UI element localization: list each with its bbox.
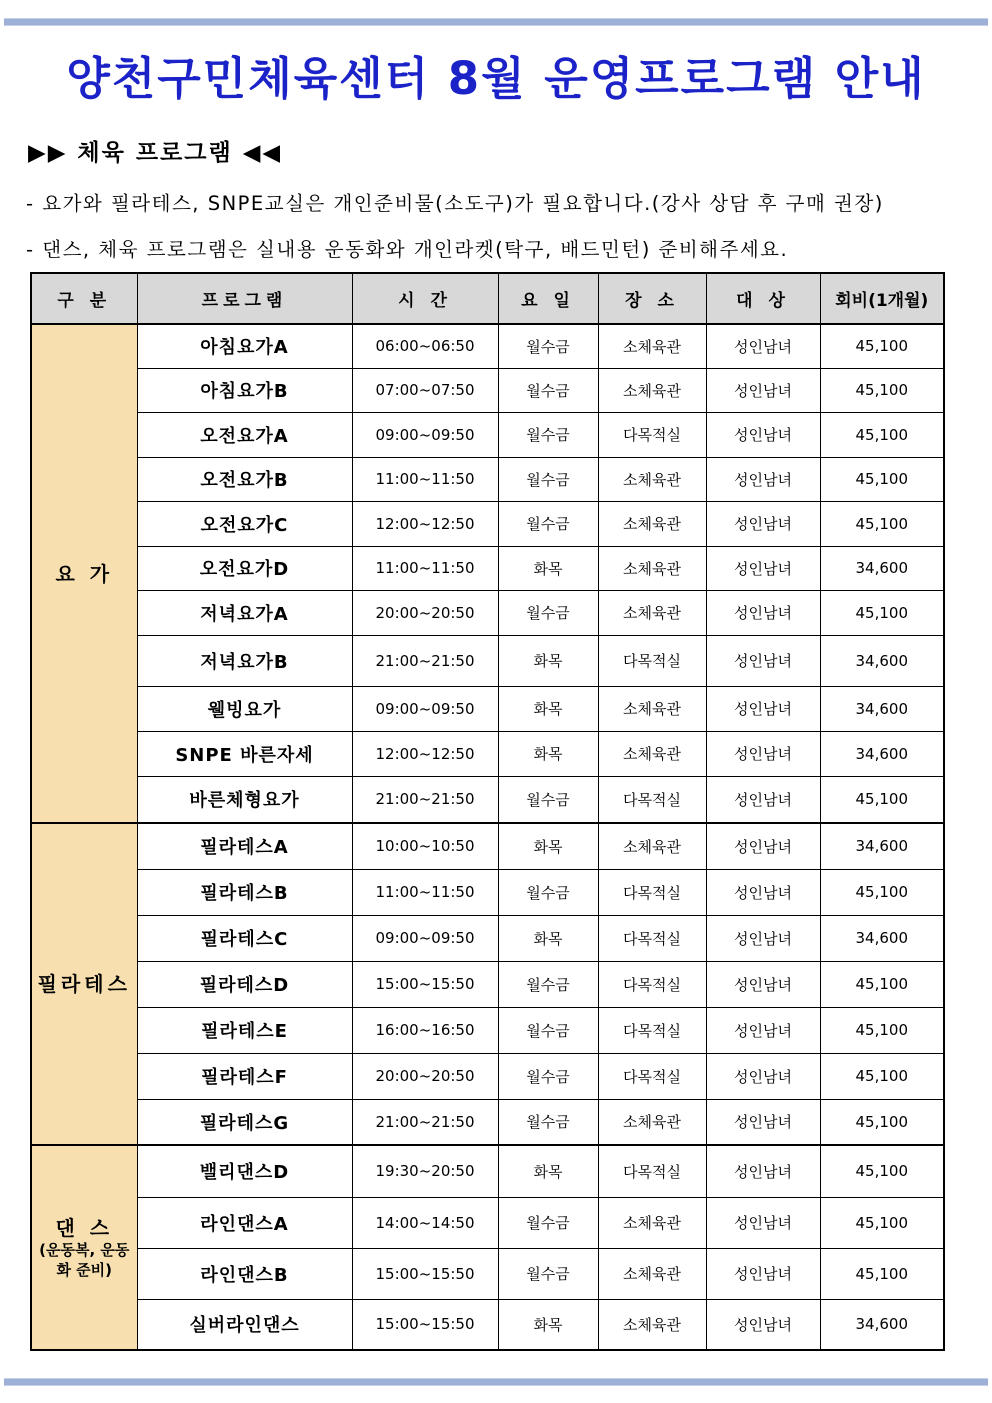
program-table [30, 272, 945, 1351]
program-name-cell: 라인댄스A [137, 1197, 352, 1248]
target-cell: 성인남녀 [706, 590, 820, 635]
table-row [31, 1053, 944, 1099]
day-cell: 화목 [498, 823, 598, 869]
fee-cell: 45,100 [820, 501, 944, 546]
fee-cell: 34,600 [820, 731, 944, 776]
table-row [31, 412, 944, 457]
header-target: 대 상 [706, 273, 820, 324]
target-cell: 성인남녀 [706, 731, 820, 776]
fee-cell: 45,100 [820, 590, 944, 635]
table-row [31, 915, 944, 961]
fee-cell: 45,100 [820, 324, 944, 368]
target-cell: 성인남녀 [706, 869, 820, 915]
target-cell: 성인남녀 [706, 457, 820, 501]
time-cell: 15:00~15:50 [352, 1248, 498, 1299]
fee-cell: 34,600 [820, 823, 944, 869]
time-cell: 09:00~09:50 [352, 915, 498, 961]
day-cell: 월수금 [498, 590, 598, 635]
fee-cell: 45,100 [820, 1053, 944, 1099]
place-cell: 소체육관 [598, 731, 706, 776]
time-cell: 06:00~06:50 [352, 324, 498, 368]
place-cell: 소체육관 [598, 324, 706, 368]
table-row [31, 823, 944, 869]
table-row [31, 1299, 944, 1350]
target-cell: 성인남녀 [706, 635, 820, 686]
table-row [31, 368, 944, 412]
day-cell: 화목 [498, 546, 598, 590]
fee-cell: 45,100 [820, 1248, 944, 1299]
time-cell: 20:00~20:50 [352, 1053, 498, 1099]
program-name-cell: 필라테스F [137, 1053, 352, 1099]
day-cell: 화목 [498, 686, 598, 731]
category-label: 댄 스 [55, 1216, 114, 1240]
table-row [31, 1197, 944, 1248]
fee-cell: 34,600 [820, 915, 944, 961]
time-cell: 14:00~14:50 [352, 1197, 498, 1248]
program-name-cell: 라인댄스B [137, 1248, 352, 1299]
time-cell: 11:00~11:50 [352, 546, 498, 590]
place-cell: 소체육관 [598, 1099, 706, 1145]
time-cell: 12:00~12:50 [352, 501, 498, 546]
time-cell: 21:00~21:50 [352, 1099, 498, 1145]
place-cell: 소체육관 [598, 1248, 706, 1299]
category-cell [31, 823, 137, 1145]
program-name-cell: 웰빙요가 [137, 686, 352, 731]
time-cell: 16:00~16:50 [352, 1007, 498, 1053]
time-cell: 09:00~09:50 [352, 412, 498, 457]
time-cell: 12:00~12:50 [352, 731, 498, 776]
table-row [31, 501, 944, 546]
target-cell: 성인남녀 [706, 501, 820, 546]
top-border [4, 18, 988, 26]
time-cell: 15:00~15:50 [352, 961, 498, 1007]
place-cell: 소체육관 [598, 823, 706, 869]
fee-cell: 45,100 [820, 869, 944, 915]
header-time: 시 간 [352, 273, 498, 324]
time-cell: 09:00~09:50 [352, 686, 498, 731]
target-cell: 성인남녀 [706, 1145, 820, 1197]
time-cell: 21:00~21:50 [352, 635, 498, 686]
table-row [31, 1007, 944, 1053]
table-row [31, 457, 944, 501]
program-name-cell: 밸리댄스D [137, 1145, 352, 1197]
table-row [31, 1145, 944, 1197]
day-cell: 화목 [498, 731, 598, 776]
fee-cell: 45,100 [820, 412, 944, 457]
table-row [31, 961, 944, 1007]
time-cell: 15:00~15:50 [352, 1299, 498, 1350]
time-cell: 11:00~11:50 [352, 457, 498, 501]
fee-cell: 45,100 [820, 1099, 944, 1145]
day-cell: 월수금 [498, 412, 598, 457]
place-cell: 다목적실 [598, 635, 706, 686]
day-cell: 화목 [498, 915, 598, 961]
target-cell: 성인남녀 [706, 1248, 820, 1299]
day-cell: 월수금 [498, 1007, 598, 1053]
target-cell: 성인남녀 [706, 776, 820, 823]
note-shoes: - 댄스, 체육 프로그램은 실내용 운동화와 개인라켓(탁구, 배드민턴) 준비해주세요. [26, 238, 789, 261]
category-label: 요 가 [55, 561, 114, 586]
table-row [31, 731, 944, 776]
category-note: (운동복, 운동화 준비) [39, 1241, 130, 1279]
header-day: 요 일 [498, 273, 598, 324]
bottom-border [4, 1378, 988, 1386]
program-name-cell: 오전요가C [137, 501, 352, 546]
place-cell: 소체육관 [598, 590, 706, 635]
day-cell: 월수금 [498, 1053, 598, 1099]
program-name-cell: SNPE 바른자세 [137, 731, 352, 776]
fee-cell: 45,100 [820, 776, 944, 823]
place-cell: 다목적실 [598, 961, 706, 1007]
place-cell: 다목적실 [598, 412, 706, 457]
program-name-cell: 필라테스B [137, 869, 352, 915]
day-cell: 화목 [498, 1299, 598, 1350]
category-cell [31, 324, 137, 823]
fee-cell: 45,100 [820, 1197, 944, 1248]
day-cell: 월수금 [498, 1099, 598, 1145]
program-name-cell: 필라테스G [137, 1099, 352, 1145]
target-cell: 성인남녀 [706, 368, 820, 412]
place-cell: 다목적실 [598, 1145, 706, 1197]
target-cell: 성인남녀 [706, 546, 820, 590]
time-cell: 19:30~20:50 [352, 1145, 498, 1197]
fee-cell: 45,100 [820, 368, 944, 412]
target-cell: 성인남녀 [706, 1007, 820, 1053]
day-cell: 화목 [498, 1145, 598, 1197]
table-body [31, 324, 944, 1350]
target-cell: 성인남녀 [706, 915, 820, 961]
place-cell: 소체육관 [598, 368, 706, 412]
fee-cell: 34,600 [820, 686, 944, 731]
category-label: 필라테스 [37, 972, 131, 996]
table-row [31, 1099, 944, 1145]
table-header-row [31, 273, 944, 324]
place-cell: 다목적실 [598, 1007, 706, 1053]
header-category: 구 분 [31, 273, 137, 324]
place-cell: 소체육관 [598, 501, 706, 546]
program-name-cell: 필라테스E [137, 1007, 352, 1053]
program-name-cell: 필라테스A [137, 823, 352, 869]
time-cell: 20:00~20:50 [352, 590, 498, 635]
header-fee: 회비(1개월) [820, 273, 944, 324]
place-cell: 소체육관 [598, 686, 706, 731]
place-cell: 다목적실 [598, 776, 706, 823]
time-cell: 11:00~11:50 [352, 869, 498, 915]
fee-cell: 34,600 [820, 1299, 944, 1350]
category-cell [31, 1145, 137, 1350]
time-cell: 10:00~10:50 [352, 823, 498, 869]
day-cell: 월수금 [498, 776, 598, 823]
program-name-cell: 필라테스C [137, 915, 352, 961]
table-row [31, 1248, 944, 1299]
program-name-cell: 아침요가B [137, 368, 352, 412]
day-cell: 월수금 [498, 1248, 598, 1299]
program-name-cell: 오전요가B [137, 457, 352, 501]
target-cell: 성인남녀 [706, 823, 820, 869]
day-cell: 월수금 [498, 1197, 598, 1248]
day-cell: 월수금 [498, 457, 598, 501]
table-row [31, 590, 944, 635]
target-cell: 성인남녀 [706, 1053, 820, 1099]
day-cell: 월수금 [498, 324, 598, 368]
target-cell: 성인남녀 [706, 412, 820, 457]
page-title: 양천구민체육센터 8월 운영프로그램 안내 [66, 52, 926, 105]
target-cell: 성인남녀 [706, 1299, 820, 1350]
target-cell: 성인남녀 [706, 1197, 820, 1248]
fee-cell: 34,600 [820, 635, 944, 686]
note-supplies: - 요가와 필라테스, SNPE교실은 개인준비물(소도구)가 필요합니다.(강사 상담 후 구매 권장) [26, 192, 884, 215]
place-cell: 다목적실 [598, 1053, 706, 1099]
place-cell: 소체육관 [598, 546, 706, 590]
program-name-cell: 오전요가A [137, 412, 352, 457]
table-row [31, 546, 944, 590]
program-name-cell: 실버라인댄스 [137, 1299, 352, 1350]
fee-cell: 45,100 [820, 457, 944, 501]
fee-cell: 34,600 [820, 546, 944, 590]
program-name-cell: 필라테스D [137, 961, 352, 1007]
program-name-cell: 오전요가D [137, 546, 352, 590]
day-cell: 월수금 [498, 961, 598, 1007]
table-row [31, 686, 944, 731]
target-cell: 성인남녀 [706, 1099, 820, 1145]
fee-cell: 45,100 [820, 961, 944, 1007]
time-cell: 07:00~07:50 [352, 368, 498, 412]
program-name-cell: 저녁요가A [137, 590, 352, 635]
place-cell: 소체육관 [598, 1197, 706, 1248]
day-cell: 월수금 [498, 869, 598, 915]
table-row [31, 635, 944, 686]
table-row [31, 776, 944, 823]
day-cell: 화목 [498, 635, 598, 686]
fee-cell: 45,100 [820, 1145, 944, 1197]
time-cell: 21:00~21:50 [352, 776, 498, 823]
header-place: 장 소 [598, 273, 706, 324]
place-cell: 소체육관 [598, 457, 706, 501]
place-cell: 다목적실 [598, 915, 706, 961]
day-cell: 월수금 [498, 368, 598, 412]
target-cell: 성인남녀 [706, 324, 820, 368]
target-cell: 성인남녀 [706, 961, 820, 1007]
fee-cell: 45,100 [820, 1007, 944, 1053]
place-cell: 다목적실 [598, 869, 706, 915]
section-heading: ▶▶ 체육 프로그램 ◀◀ [28, 140, 283, 166]
program-name-cell: 아침요가A [137, 324, 352, 368]
program-name-cell: 저녁요가B [137, 635, 352, 686]
target-cell: 성인남녀 [706, 686, 820, 731]
table-row [31, 869, 944, 915]
header-program: 프로그램 [137, 273, 352, 324]
place-cell: 소체육관 [598, 1299, 706, 1350]
program-name-cell: 바른체형요가 [137, 776, 352, 823]
table-row [31, 324, 944, 368]
day-cell: 월수금 [498, 501, 598, 546]
